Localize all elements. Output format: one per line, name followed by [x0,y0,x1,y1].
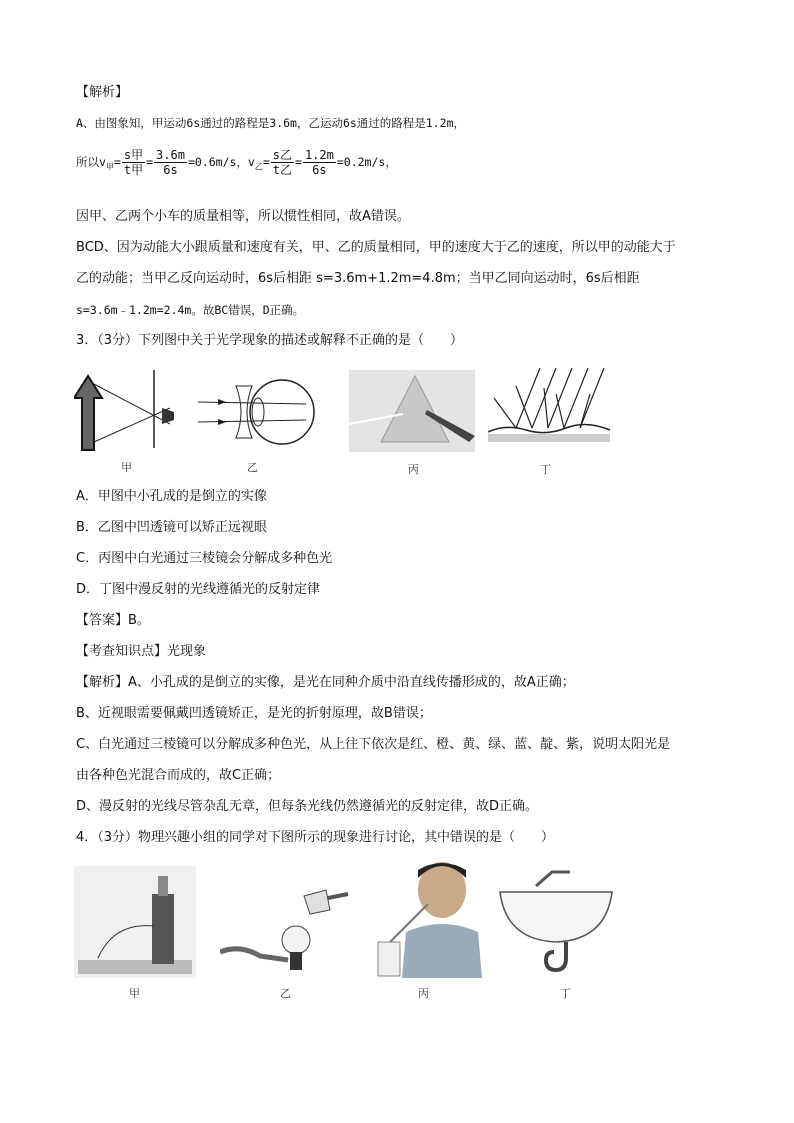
q2-line-a1: A、由图象知，甲运动6s通过的路程是3.6m，乙运动6s通过的路程是1.2m， [76,116,466,130]
reflected-rays [494,386,590,428]
frac4-num: 1.2m [304,148,334,162]
equals-sign: = [262,155,270,169]
sub-yi: 乙 [254,162,263,172]
fig-flask-pouring [220,886,350,978]
q2-line-bcd3: s=3.6m﹣1.2m=2.4m。故BC错误，D正确。 [76,303,305,317]
fig-label-ding: 丁 [540,463,551,476]
frac3-den: t乙 [272,163,293,177]
q4-fig-label-jia: 甲 [129,987,140,1000]
knowledge-point: 【考查知识点】光现象 [76,644,207,659]
hand-holding [220,949,288,960]
explanation-c2: 由各种色光混合而成的，故C正确； [76,768,281,783]
boy-shirt [402,924,482,978]
option-a: A．甲图中小孔成的是倒立的实像 [76,489,267,504]
q2-line-bcd2: 乙的动能；当甲乙反向运动时，6s后相距 s=3.6m+1.2m=4.8m；当甲乙同向运动时，6s后相距 [76,271,640,286]
ray [94,408,170,442]
fig-diffuse-reflection [486,364,612,450]
option-d: D．丁图中漫反射的光线遵循光的反射定律 [76,582,321,597]
q4-fig-label-ding: 丁 [560,987,571,1000]
result-2: =0.2m/s， [336,155,397,169]
fraction-s-over-t-yi [271,148,294,177]
explanation-b: B、近视眼需要佩戴凹透镜矫正，是光的折射原理，故B错误； [76,706,432,721]
fig-label-bing: 丙 [408,463,419,476]
frac3-num: s乙 [272,148,293,162]
flask [282,926,310,954]
answer: 【答案】B。 [76,613,150,628]
fig-boy-drinking [372,856,482,978]
formula-prefix: 所以v [76,155,106,169]
fig-label-yi: 乙 [247,461,258,474]
equals-sign: = [113,155,121,169]
surface-base [488,434,610,442]
q2-formula-line [76,148,397,177]
analysis-heading: 【解析】 [76,85,129,100]
fig-label-jia: 甲 [121,461,132,474]
result-1: =0.6m/s，v [187,155,255,169]
arrow-object [74,376,102,450]
fig-prism [349,370,475,452]
faucet [536,872,570,886]
u-trap-pipe [546,942,566,970]
option-b: B．乙图中凹透镜可以矫正远视眼 [76,520,267,535]
ray [94,384,170,424]
explanation-d: D、漫反射的光线尽管杂乱无章，但每条光线仍然遵循光的反射定律，故D正确。 [76,799,539,814]
image-inverted [162,408,174,424]
fig-pinhole-camera [74,362,179,452]
explanation-a: 【解析】A、小孔成的是倒立的实像，是光在同种介质中沿直线传播形成的，故A正确； [76,675,575,690]
bottle-body [152,894,174,964]
bottle-neck [158,876,168,896]
tray [78,960,192,974]
hand [328,894,348,898]
explanation-c1: C、白光通过三棱镜可以分解成多种色光，从上往下依次是红、橙、黄、绿、蓝、靛、紫，说明太阳光是 [76,737,671,752]
fraction-1.2-over-6 [303,148,336,177]
frac2-num: 3.6m [156,148,185,162]
q3-stem: 3．（3分）下列图中关于光学现象的描述或解释不正确的是（ ） [76,333,464,348]
fig-sink [496,866,616,978]
eyeball [250,380,314,444]
q2-line-bcd1: BCD、因为动能大小跟质量和速度有关，甲、乙的质量相同，甲的速度大于乙的速度，所以甲的动能大于 [76,240,676,255]
equals-sign: = [146,155,154,169]
frac2-den: 6s [163,163,178,177]
arrow-head [218,419,226,425]
cup [304,890,330,914]
q2-line-a3: 因甲、乙两个小车的质量相等，所以惯性相同，故A错误。 [76,209,410,224]
fig-bottle-experiment [74,866,196,978]
q4-stem: 4．（3分）物理兴趣小组的同学对下图所示的现象进行讨论，其中错误的是（ ） [76,830,555,845]
equals-sign: = [295,155,302,169]
glass [378,942,400,976]
option-c: C．丙图中白光通过三棱镜会分解成多种色光 [76,551,333,566]
basin [500,892,612,942]
arrow-head [218,399,226,405]
fraction-s-over-t-jia [122,148,145,177]
fig-eye-lens [196,372,316,452]
frac1-num: s甲 [123,148,144,162]
sub-jia: 甲 [105,162,114,172]
q4-fig-label-yi: 乙 [280,987,291,1000]
eye-lens [252,398,264,426]
frac1-den: t甲 [123,163,144,177]
q4-fig-label-bing: 丙 [418,987,429,1000]
frac4-den: 6s [312,163,327,177]
flask-stopper [290,952,302,970]
fraction-3.6-over-6 [154,148,187,177]
